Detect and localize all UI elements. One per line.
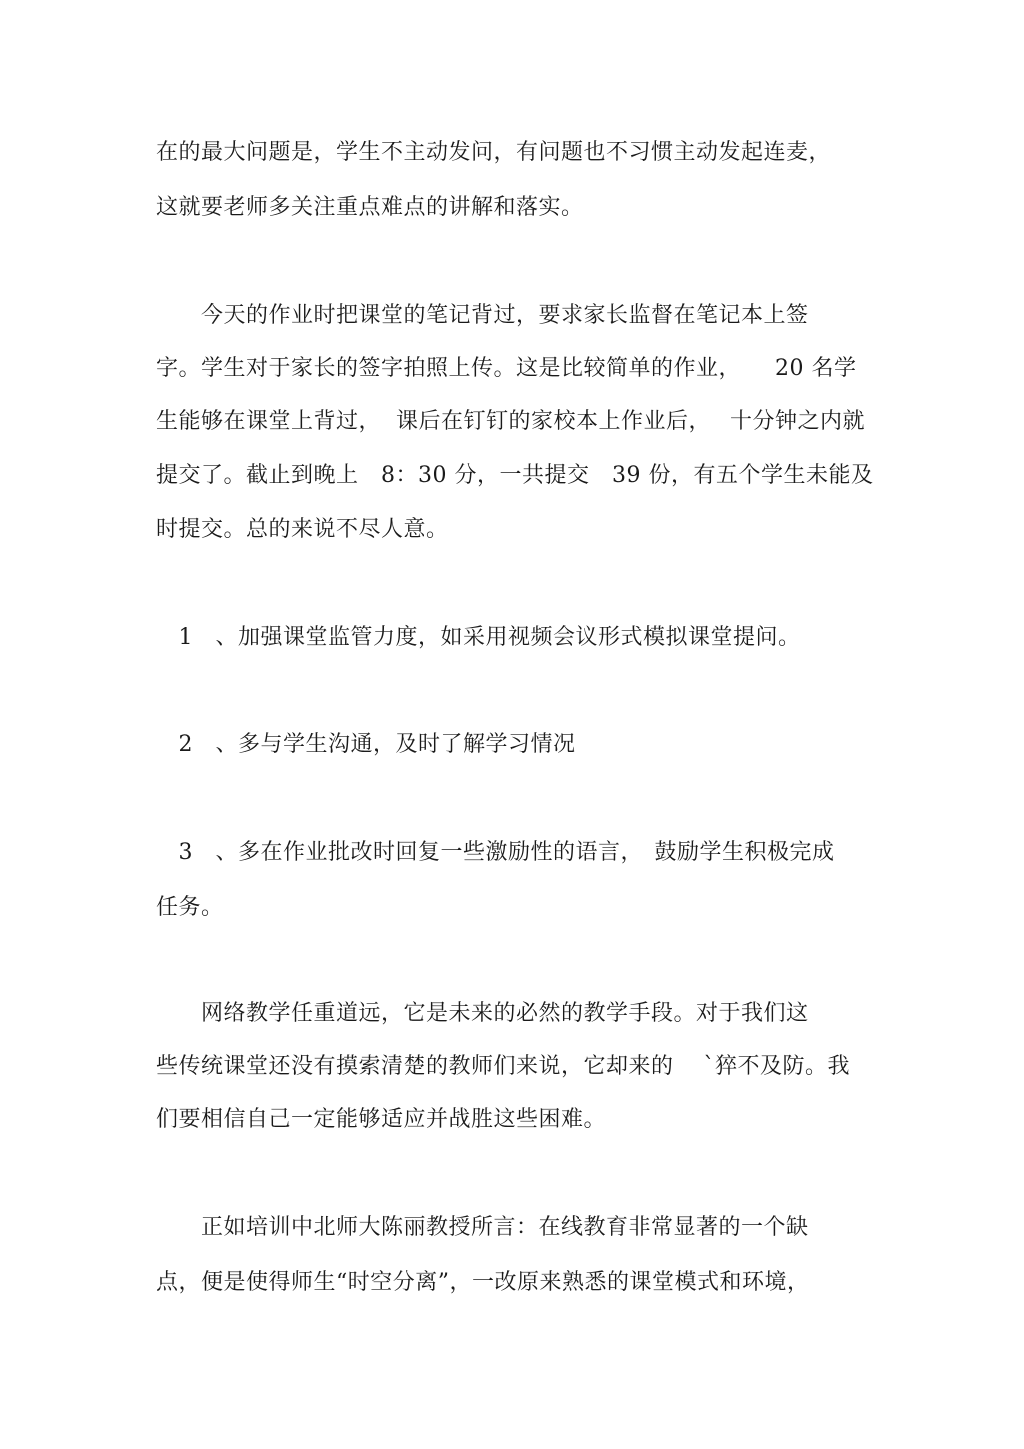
- paragraph-line: 时提交。总的来说不尽人意。: [156, 517, 449, 542]
- list-item-3: 3 、多在作业批改时回复一些激励性的语言， 鼓励学生积极完成: [156, 840, 835, 865]
- paragraph-line: 字。学生对于家长的签字拍照上传。这是比较简单的作业， 20 名学: [156, 356, 857, 381]
- paragraph-line: 点，便是使得师生“时空分离”，一改原来熟悉的课堂模式和环境，: [156, 1270, 810, 1295]
- paragraph-line: 网络教学任重道远，它是未来的必然的教学手段。对于我们这: [156, 1001, 809, 1026]
- paragraph-line: 任务。: [156, 895, 224, 920]
- paragraph-line: 提交了。截止到晚上 8：30 分，一共提交 39 份，有五个学生未能及: [156, 463, 874, 488]
- paragraph-line: 些传统课堂还没有摸索清楚的教师们来说，它却来的 `猝不及防。我: [156, 1054, 850, 1079]
- paragraph-line: 正如培训中北师大陈丽教授所言：在线教育非常显著的一个缺: [156, 1215, 809, 1240]
- paragraph-line: 在的最大问题是，学生不主动发问，有问题也不习惯主动发起连麦，: [156, 140, 832, 165]
- paragraph-line: 们要相信自己一定能够适应并战胜这些困难。: [156, 1107, 607, 1132]
- paragraph-line: 今天的作业时把课堂的笔记背过，要求家长监督在笔记本上签: [156, 303, 809, 328]
- list-item-2: 2 、多与学生沟通，及时了解学习情况: [156, 732, 576, 757]
- list-item-1: 1 、加强课堂监管力度，如采用视频会议形式模拟课堂提问。: [156, 625, 801, 650]
- paragraph-line: 这就要老师多关注重点难点的讲解和落实。: [156, 195, 584, 220]
- paragraph-line: 生能够在课堂上背过， 课后在钉钉的家校本上作业后， 十分钟之内就: [156, 409, 865, 434]
